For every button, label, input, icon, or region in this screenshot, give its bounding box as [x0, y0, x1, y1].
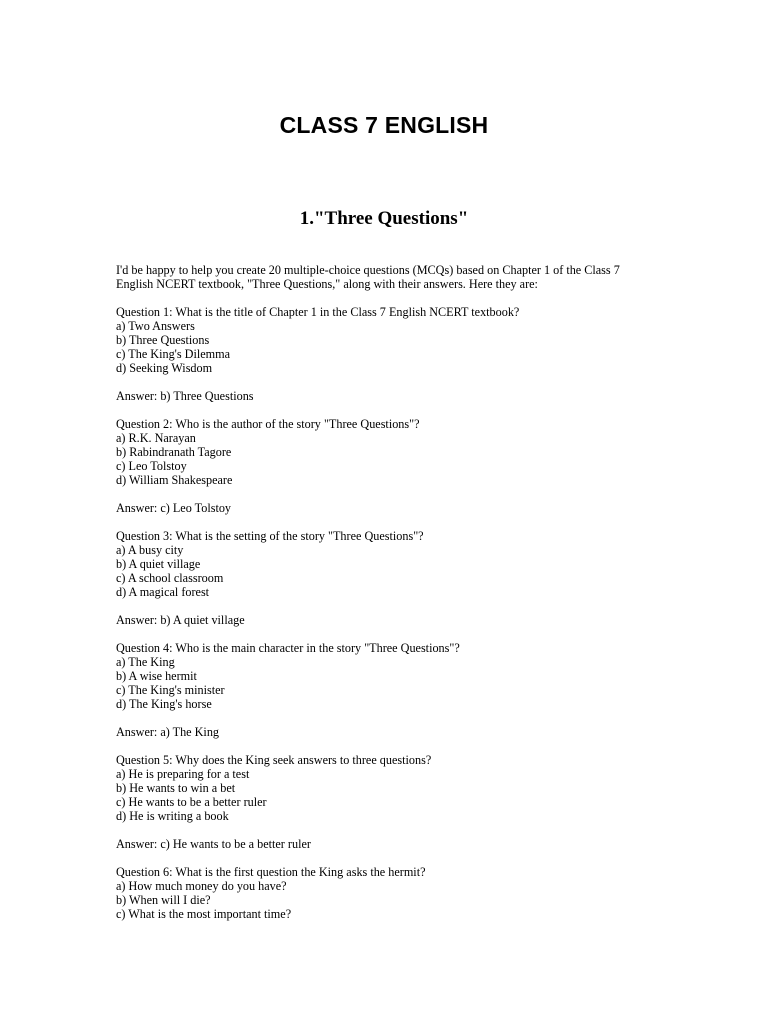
question-block	[116, 529, 676, 599]
document-title: CLASS 7 ENGLISH	[279, 112, 489, 138]
question-text: Question 4: Who is the main character in the story "Three Questions"?	[116, 641, 460, 655]
document-body	[116, 263, 676, 935]
option-a: a) He is preparing for a test	[116, 767, 250, 781]
option-d: d) William Shakespeare	[116, 473, 233, 487]
option-b: b) A wise hermit	[116, 669, 197, 683]
answer-line: Answer: c) Leo Tolstoy	[116, 501, 232, 515]
chapter-title: 1."Three Questions"	[299, 208, 469, 229]
answer-line: Answer: b) A quiet village	[116, 613, 245, 627]
question-text: Question 1: What is the title of Chapter 1 in the Class 7 English NCERT textbook?	[116, 305, 520, 319]
intro-line: I'd be happy to help you create 20 multiple-choice questions (MCQs) based on Chapter 1 of the Class 7	[116, 263, 620, 277]
option-a: a) How much money do you have?	[116, 879, 287, 893]
answer-text	[116, 613, 676, 627]
question-text: Question 3: What is the setting of the story "Three Questions"?	[116, 529, 424, 543]
option-a: a) Two Answers	[116, 319, 195, 333]
option-d: d) A magical forest	[116, 585, 210, 599]
question-block	[116, 865, 676, 921]
answer-line: Answer: b) Three Questions	[116, 389, 254, 403]
question-text: Question 2: Who is the author of the story "Three Questions"?	[116, 417, 420, 431]
answer-text	[116, 389, 676, 403]
option-b: b) He wants to win a bet	[116, 781, 236, 795]
intro-line: English NCERT textbook, "Three Questions," along with their answers. Here they are:	[116, 277, 538, 291]
answer-text	[116, 837, 676, 851]
answer-line: Answer: a) The King	[116, 725, 220, 739]
question-text: Question 5: Why does the King seek answers to three questions?	[116, 753, 432, 767]
option-d: d) Seeking Wisdom	[116, 361, 213, 375]
answer-line: Answer: c) He wants to be a better ruler	[116, 837, 311, 851]
intro-paragraph	[116, 263, 676, 291]
option-c: c) He wants to be a better ruler	[116, 795, 267, 809]
question-text: Question 6: What is the first question the King asks the hermit?	[116, 865, 426, 879]
option-c: c) A school classroom	[116, 571, 224, 585]
option-a: a) A busy city	[116, 543, 184, 557]
question-block	[116, 753, 676, 823]
option-b: b) Rabindranath Tagore	[116, 445, 232, 459]
answer-text	[116, 725, 676, 739]
option-d: d) The King's horse	[116, 697, 212, 711]
option-d: d) He is writing a book	[116, 809, 229, 823]
option-b: b) A quiet village	[116, 557, 201, 571]
option-c: c) The King's minister	[116, 683, 225, 697]
answer-text	[116, 501, 676, 515]
option-c: c) What is the most important time?	[116, 907, 292, 921]
question-block	[116, 305, 676, 375]
question-block	[116, 641, 676, 711]
option-c: c) Leo Tolstoy	[116, 459, 187, 473]
option-b: b) When will I die?	[116, 893, 211, 907]
option-a: a) The King	[116, 655, 175, 669]
question-block	[116, 417, 676, 487]
option-b: b) Three Questions	[116, 333, 210, 347]
option-c: c) The King's Dilemma	[116, 347, 231, 361]
option-a: a) R.K. Narayan	[116, 431, 196, 445]
